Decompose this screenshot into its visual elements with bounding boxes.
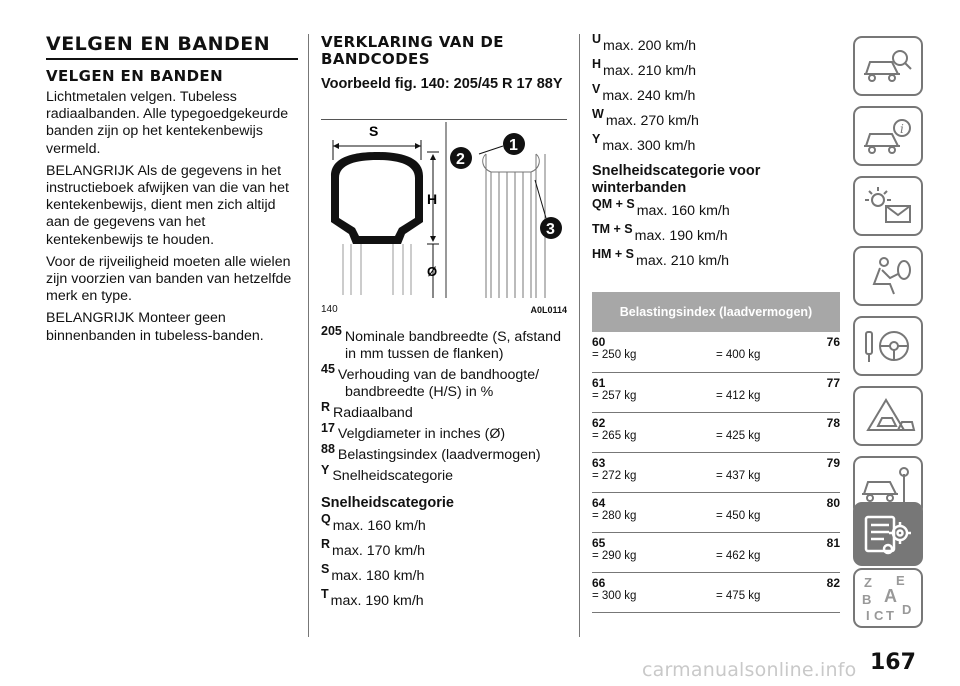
code-item: 45 Verhouding van de bandhoogte/ bandbreedte (H/S) in % <box>321 362 540 400</box>
load-table-header: Belastingsindex (laadvermogen) <box>592 292 840 332</box>
load-kg-left: = 257 kg <box>592 389 637 402</box>
load-index-right: 81 <box>826 535 840 550</box>
tab-car-search[interactable] <box>853 36 923 96</box>
code-item: 205 Nominale bandbreedte (S, afstand in mm tussen de flanken) <box>321 324 561 362</box>
code-item: Y Snelheidscategorie <box>321 463 454 484</box>
code-item: 17 Velgdiameter in inches (Ø) <box>321 421 506 442</box>
load-table-row <box>592 412 840 452</box>
column-rims-tyres <box>46 34 298 345</box>
steering-wheel-key-icon <box>860 324 916 368</box>
load-index-table <box>592 292 840 613</box>
svg-text:A: A <box>884 586 897 606</box>
winter-heading-line2: winterbanden <box>592 180 687 196</box>
warning-lights-icon <box>860 184 916 228</box>
title-rule <box>46 58 298 60</box>
load-index-left: 61 <box>592 375 606 390</box>
airbag-icon <box>860 254 916 298</box>
paragraph-rims: Lichtmetalen velgen. Tubeless radiaalbanden. Alle typegoedgekeurde banden zijn op het kentekenbewijs vermeld. <box>46 89 289 157</box>
figure-number: 140 <box>321 304 338 315</box>
svg-text:B: B <box>862 592 872 607</box>
tab-car-info[interactable] <box>853 106 923 166</box>
speed-item: S max. 180 km/h <box>321 562 425 584</box>
label-diameter: Ø <box>427 264 438 279</box>
load-kg-right: = 450 kg <box>716 509 761 522</box>
alphabetical-index-icon <box>860 574 916 622</box>
tab-emergency[interactable] <box>853 386 923 446</box>
winter-heading-line1: Snelheidscategorie voor <box>592 163 761 179</box>
speed-item: H max. 210 km/h <box>592 57 697 79</box>
code-item: R Radiaalband <box>321 400 413 421</box>
rim-lines <box>343 244 411 295</box>
svg-text:Z: Z <box>864 575 872 590</box>
load-table-row <box>592 532 840 572</box>
load-kg-right: = 425 kg <box>716 429 761 442</box>
section-title-line1: VERKLARING VAN DE <box>321 33 504 51</box>
speed-item: W max. 270 km/h <box>592 107 699 129</box>
load-index-left: 63 <box>592 455 606 470</box>
load-kg-left: = 290 kg <box>592 549 637 562</box>
load-kg-right: = 437 kg <box>716 469 761 482</box>
load-index-right: 79 <box>826 455 840 470</box>
arrow-head <box>415 143 421 149</box>
section-title: VELGEN EN BANDEN <box>46 33 271 55</box>
speed-category-heading: Snelheidscategorie <box>321 495 454 511</box>
load-index-right: 80 <box>826 495 840 510</box>
column-speed-load <box>592 32 842 613</box>
figure-code: A0L0114 <box>530 305 567 315</box>
svg-text:E: E <box>896 574 905 588</box>
code-explanations <box>321 324 567 485</box>
section-title-line2: BANDCODES <box>321 50 430 68</box>
car-info-icon <box>860 114 916 158</box>
load-index-right: 82 <box>826 575 840 590</box>
column-divider <box>308 34 309 637</box>
svg-text:1: 1 <box>509 137 518 154</box>
load-index-left: 64 <box>592 495 606 510</box>
load-kg-left: = 272 kg <box>592 469 637 482</box>
load-kg-left: = 280 kg <box>592 509 637 522</box>
svg-text:2: 2 <box>456 151 465 168</box>
watermark: carmanualsonline.info <box>642 659 857 681</box>
load-table-row <box>592 572 840 612</box>
wheel-profile <box>483 154 545 298</box>
load-table-row <box>592 332 840 372</box>
column-tyre-codes <box>321 34 567 610</box>
arrow-head <box>333 143 339 149</box>
speed-item: Q max. 160 km/h <box>321 512 426 534</box>
paragraph-same-brand: Voor de rijveiligheid moeten alle wielen zijn voorzien van banden van hetzelfde merk en type. <box>46 253 292 305</box>
tyre-cross-section-illustration <box>321 120 567 300</box>
svg-text:C: C <box>874 608 884 622</box>
paragraph-important-registration: BELANGRIJK Als de gegevens in het instructieboek afwijken van die van het kentekenbewijs, dient men zich altijd aan de gegevens van het kentekenbewijs te houden. <box>46 162 289 248</box>
section-subtitle: VELGEN EN BANDEN <box>46 67 224 85</box>
load-kg-right: = 400 kg <box>716 349 761 361</box>
example-caption: Voorbeeld fig. 140: 205/45 R 17 88Y <box>321 76 563 92</box>
load-index-right: 76 <box>826 335 840 349</box>
technical-data-gear-icon <box>860 511 916 557</box>
load-table-row <box>592 372 840 412</box>
load-index-right: 78 <box>826 415 840 430</box>
svg-text:T: T <box>886 608 894 622</box>
winter-speed-item: QM + S max. 160 km/h <box>592 197 730 219</box>
speed-item: V max. 240 km/h <box>592 82 696 104</box>
winter-speed-item: HM + S max. 210 km/h <box>592 247 730 269</box>
speed-item: T max. 190 km/h <box>321 587 424 609</box>
load-index-left: 66 <box>592 575 606 590</box>
paragraph-no-inner-tubes: BELANGRIJK Monteer geen binnenbanden in tubeless-banden. <box>46 310 264 344</box>
page-number: 167 <box>870 650 916 675</box>
load-table-row <box>592 492 840 532</box>
winter-speed-item: TM + S max. 190 km/h <box>592 222 728 244</box>
car-search-icon <box>860 44 916 88</box>
svg-text:I: I <box>866 608 870 622</box>
load-kg-left: = 300 kg <box>592 589 637 602</box>
tab-warning-lights[interactable] <box>853 176 923 236</box>
tab-technical-data[interactable] <box>853 502 923 566</box>
tab-airbag[interactable] <box>853 246 923 306</box>
load-kg-right: = 462 kg <box>716 549 761 562</box>
load-kg-right: = 412 kg <box>716 389 761 402</box>
load-kg-right: = 475 kg <box>716 589 761 602</box>
svg-text:3: 3 <box>546 221 555 238</box>
load-index-left: 60 <box>592 335 606 349</box>
load-index-right: 77 <box>826 375 840 390</box>
speed-item: Y max. 300 km/h <box>592 132 696 154</box>
figure-140 <box>321 119 567 319</box>
load-index-left: 62 <box>592 415 606 430</box>
label-h: H <box>427 191 438 207</box>
load-kg-left: = 265 kg <box>592 429 637 442</box>
svg-text:i: i <box>900 122 904 136</box>
warning-triangle-car-icon <box>860 394 916 438</box>
speed-item: U max. 200 km/h <box>592 32 697 54</box>
load-kg-left: = 250 kg <box>592 349 637 361</box>
speed-item: R max. 170 km/h <box>321 537 426 559</box>
load-index-left: 65 <box>592 535 606 550</box>
tab-index[interactable] <box>853 568 923 628</box>
svg-text:D: D <box>902 602 912 617</box>
load-table-row <box>592 452 840 492</box>
code-item: 88 Belastingsindex (laadvermogen) <box>321 442 541 463</box>
label-s: S <box>369 123 379 139</box>
tab-starting-driving[interactable] <box>853 316 923 376</box>
column-divider <box>579 34 580 637</box>
